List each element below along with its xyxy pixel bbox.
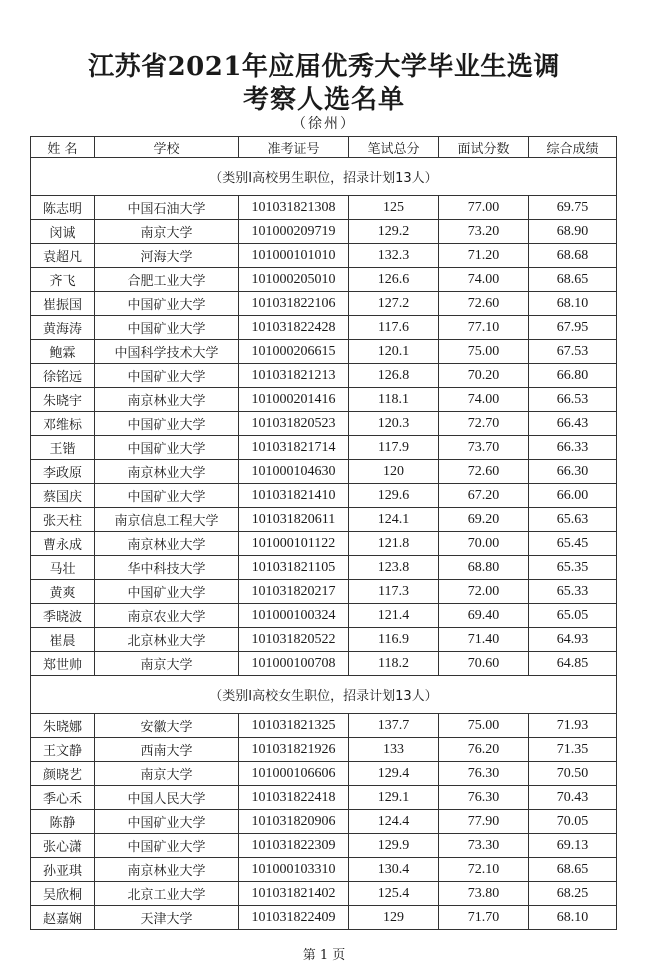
cell-school: 南京林业大学 [95,388,239,412]
cell-school: 南京农业大学 [95,604,239,628]
cell-overall-score: 67.53 [529,340,617,364]
cell-exam-id: 101000209719 [239,220,349,244]
cell-written-score: 137.7 [349,714,439,738]
table-row [31,412,617,436]
cell-exam-id: 101031820523 [239,412,349,436]
table-row [31,364,617,388]
table-row [31,604,617,628]
cell-written-score: 126.8 [349,364,439,388]
cell-interview-score: 67.20 [439,484,529,508]
cell-interview-score: 77.10 [439,316,529,340]
cell-interview-score: 75.00 [439,340,529,364]
cell-school: 南京林业大学 [95,532,239,556]
cell-exam-id: 101000106606 [239,762,349,786]
cell-interview-score: 74.00 [439,268,529,292]
table-row [31,738,617,762]
cell-name: 崔振国 [31,292,95,316]
cell-written-score: 121.8 [349,532,439,556]
cell-school: 中国矿业大学 [95,292,239,316]
cell-name: 朱晓宇 [31,388,95,412]
cell-school: 北京工业大学 [95,882,239,906]
cell-written-score: 129.4 [349,762,439,786]
cell-written-score: 120 [349,460,439,484]
table-row [31,436,617,460]
cell-written-score: 116.9 [349,628,439,652]
cell-written-score: 121.4 [349,604,439,628]
cell-name: 朱晓娜 [31,714,95,738]
cell-written-score: 129.6 [349,484,439,508]
cell-name: 闵诚 [31,220,95,244]
cell-interview-score: 76.30 [439,762,529,786]
cell-name: 王文静 [31,738,95,762]
cell-exam-id: 101031821926 [239,738,349,762]
cell-interview-score: 71.20 [439,244,529,268]
cell-overall-score: 66.33 [529,436,617,460]
cell-written-score: 118.1 [349,388,439,412]
cell-interview-score: 73.80 [439,882,529,906]
table-row [31,652,617,676]
cell-school: 南京大学 [95,652,239,676]
candidate-table [30,136,617,930]
cell-school: 中国矿业大学 [95,810,239,834]
cell-overall-score: 67.95 [529,316,617,340]
cell-name: 马壮 [31,556,95,580]
cell-exam-id: 101031821105 [239,556,349,580]
cell-written-score: 125 [349,196,439,220]
cell-written-score: 132.3 [349,244,439,268]
cell-name: 赵嘉娴 [31,906,95,930]
cell-exam-id: 101031820611 [239,508,349,532]
cell-overall-score: 69.13 [529,834,617,858]
header-written-score: 笔试总分 [349,137,439,158]
cell-name: 季晓波 [31,604,95,628]
cell-school: 安徽大学 [95,714,239,738]
region-subtitle: （徐州） [292,116,356,132]
cell-written-score: 125.4 [349,882,439,906]
table-row [31,628,617,652]
cell-school: 南京大学 [95,220,239,244]
cell-name: 黄海涛 [31,316,95,340]
cell-exam-id: 101031822418 [239,786,349,810]
table-row [31,340,617,364]
cell-interview-score: 72.60 [439,292,529,316]
cell-interview-score: 73.70 [439,436,529,460]
cell-name: 徐铭远 [31,364,95,388]
cell-school: 合肥工业大学 [95,268,239,292]
table-body [31,158,617,930]
cell-interview-score: 72.00 [439,580,529,604]
header-interview-score: 面试分数 [439,137,529,158]
cell-interview-score: 72.60 [439,460,529,484]
cell-interview-score: 73.30 [439,834,529,858]
cell-written-score: 127.2 [349,292,439,316]
cell-exam-id: 101000206615 [239,340,349,364]
cell-exam-id: 101000201416 [239,388,349,412]
cell-name: 邓维标 [31,412,95,436]
cell-exam-id: 101031821402 [239,882,349,906]
table-row [31,834,617,858]
cell-overall-score: 65.45 [529,532,617,556]
cell-interview-score: 70.00 [439,532,529,556]
table-row [31,244,617,268]
cell-interview-score: 69.40 [439,604,529,628]
header-school: 学校 [95,137,239,158]
cell-name: 张天柱 [31,508,95,532]
cell-overall-score: 66.30 [529,460,617,484]
table-row [31,810,617,834]
cell-written-score: 117.9 [349,436,439,460]
table-row [31,906,617,930]
cell-school: 河海大学 [95,244,239,268]
cell-exam-id: 101000104630 [239,460,349,484]
cell-exam-id: 101031822106 [239,292,349,316]
cell-written-score: 124.1 [349,508,439,532]
cell-interview-score: 69.20 [439,508,529,532]
cell-name: 孙亚琪 [31,858,95,882]
cell-written-score: 129.2 [349,220,439,244]
cell-exam-id: 101031821714 [239,436,349,460]
cell-name: 颜晓艺 [31,762,95,786]
cell-name: 齐飞 [31,268,95,292]
cell-written-score: 129.1 [349,786,439,810]
cell-written-score: 124.4 [349,810,439,834]
category-label: （类别Ⅰ高校女生职位，招录计划13人） [31,676,617,714]
category-row [31,676,617,714]
cell-exam-id: 101000100708 [239,652,349,676]
cell-exam-id: 101031822409 [239,906,349,930]
cell-written-score: 133 [349,738,439,762]
cell-overall-score: 65.35 [529,556,617,580]
cell-written-score: 117.6 [349,316,439,340]
cell-school: 中国人民大学 [95,786,239,810]
cell-written-score: 123.8 [349,556,439,580]
table-row [31,556,617,580]
cell-exam-id: 101000100324 [239,604,349,628]
cell-name: 陈志明 [31,196,95,220]
cell-school: 中国矿业大学 [95,484,239,508]
cell-name: 曹永成 [31,532,95,556]
cell-overall-score: 65.63 [529,508,617,532]
cell-exam-id: 101031821325 [239,714,349,738]
table-row [31,388,617,412]
cell-school: 南京林业大学 [95,460,239,484]
table-row [31,786,617,810]
cell-exam-id: 101031820217 [239,580,349,604]
table-row [31,268,617,292]
cell-overall-score: 66.00 [529,484,617,508]
cell-interview-score: 68.80 [439,556,529,580]
cell-overall-score: 64.93 [529,628,617,652]
cell-exam-id: 101031821213 [239,364,349,388]
cell-overall-score: 68.65 [529,858,617,882]
cell-name: 季心禾 [31,786,95,810]
cell-school: 天津大学 [95,906,239,930]
cell-interview-score: 72.70 [439,412,529,436]
table-header-row [31,137,617,158]
cell-written-score: 126.6 [349,268,439,292]
cell-name: 王锴 [31,436,95,460]
cell-exam-id: 101000205010 [239,268,349,292]
cell-exam-id: 101031820522 [239,628,349,652]
cell-name: 李政原 [31,460,95,484]
cell-school: 北京林业大学 [95,628,239,652]
table-row [31,762,617,786]
header-overall-score: 综合成绩 [529,137,617,158]
cell-exam-id: 101000101122 [239,532,349,556]
cell-overall-score: 66.53 [529,388,617,412]
table-row [31,460,617,484]
page-number: 第 1 页 [302,948,346,963]
cell-interview-score: 77.00 [439,196,529,220]
cell-school: 中国矿业大学 [95,316,239,340]
table-row [31,580,617,604]
cell-exam-id: 101031820906 [239,810,349,834]
cell-interview-score: 71.40 [439,628,529,652]
cell-school: 中国矿业大学 [95,412,239,436]
cell-exam-id: 101000101010 [239,244,349,268]
cell-interview-score: 77.90 [439,810,529,834]
cell-overall-score: 68.10 [529,292,617,316]
cell-overall-score: 71.35 [529,738,617,762]
cell-overall-score: 69.75 [529,196,617,220]
table-row [31,196,617,220]
table-row [31,532,617,556]
table-row [31,714,617,738]
cell-overall-score: 65.05 [529,604,617,628]
cell-name: 张心潇 [31,834,95,858]
table-row [31,882,617,906]
cell-overall-score: 68.68 [529,244,617,268]
table-row [31,292,617,316]
cell-written-score: 120.1 [349,340,439,364]
header-exam-id: 准考证号 [239,137,349,158]
cell-overall-score: 68.10 [529,906,617,930]
category-row [31,158,617,196]
cell-interview-score: 76.30 [439,786,529,810]
cell-overall-score: 68.65 [529,268,617,292]
cell-written-score: 120.3 [349,412,439,436]
cell-written-score: 118.2 [349,652,439,676]
cell-overall-score: 65.33 [529,580,617,604]
cell-interview-score: 76.20 [439,738,529,762]
cell-exam-id: 101031822309 [239,834,349,858]
cell-school: 南京信息工程大学 [95,508,239,532]
cell-overall-score: 70.43 [529,786,617,810]
cell-overall-score: 70.50 [529,762,617,786]
cell-interview-score: 70.60 [439,652,529,676]
cell-name: 蔡国庆 [31,484,95,508]
cell-overall-score: 68.25 [529,882,617,906]
cell-overall-score: 66.80 [529,364,617,388]
cell-school: 中国矿业大学 [95,580,239,604]
cell-name: 鲍霖 [31,340,95,364]
cell-school: 西南大学 [95,738,239,762]
cell-school: 中国科学技术大学 [95,340,239,364]
cell-exam-id: 101031822428 [239,316,349,340]
cell-overall-score: 66.43 [529,412,617,436]
table-row [31,858,617,882]
table-row [31,484,617,508]
cell-exam-id: 101031821410 [239,484,349,508]
cell-school: 华中科技大学 [95,556,239,580]
cell-written-score: 129.9 [349,834,439,858]
cell-interview-score: 71.70 [439,906,529,930]
table-row [31,316,617,340]
cell-overall-score: 71.93 [529,714,617,738]
category-label: （类别Ⅰ高校男生职位，招录计划13人） [31,158,617,196]
cell-written-score: 130.4 [349,858,439,882]
cell-written-score: 117.3 [349,580,439,604]
cell-name: 吴欣桐 [31,882,95,906]
cell-overall-score: 64.85 [529,652,617,676]
header-name: 姓 名 [31,137,95,158]
cell-school: 中国矿业大学 [95,436,239,460]
document-title-line2: 考察人选名单 [242,85,405,115]
cell-name: 陈静 [31,810,95,834]
cell-interview-score: 74.00 [439,388,529,412]
cell-name: 黄爽 [31,580,95,604]
cell-interview-score: 73.20 [439,220,529,244]
cell-school: 南京林业大学 [95,858,239,882]
cell-interview-score: 70.20 [439,364,529,388]
cell-name: 郑世帅 [31,652,95,676]
cell-overall-score: 68.90 [529,220,617,244]
cell-exam-id: 101031821308 [239,196,349,220]
cell-overall-score: 70.05 [529,810,617,834]
cell-school: 中国石油大学 [95,196,239,220]
cell-school: 中国矿业大学 [95,834,239,858]
cell-exam-id: 101000103310 [239,858,349,882]
cell-school: 南京大学 [95,762,239,786]
document-title: 江苏省2021年应届优秀大学毕业生选调 [88,52,560,82]
cell-written-score: 129 [349,906,439,930]
table-row [31,508,617,532]
cell-interview-score: 75.00 [439,714,529,738]
cell-name: 崔晨 [31,628,95,652]
table-row [31,220,617,244]
cell-interview-score: 72.10 [439,858,529,882]
cell-name: 袁超凡 [31,244,95,268]
cell-school: 中国矿业大学 [95,364,239,388]
